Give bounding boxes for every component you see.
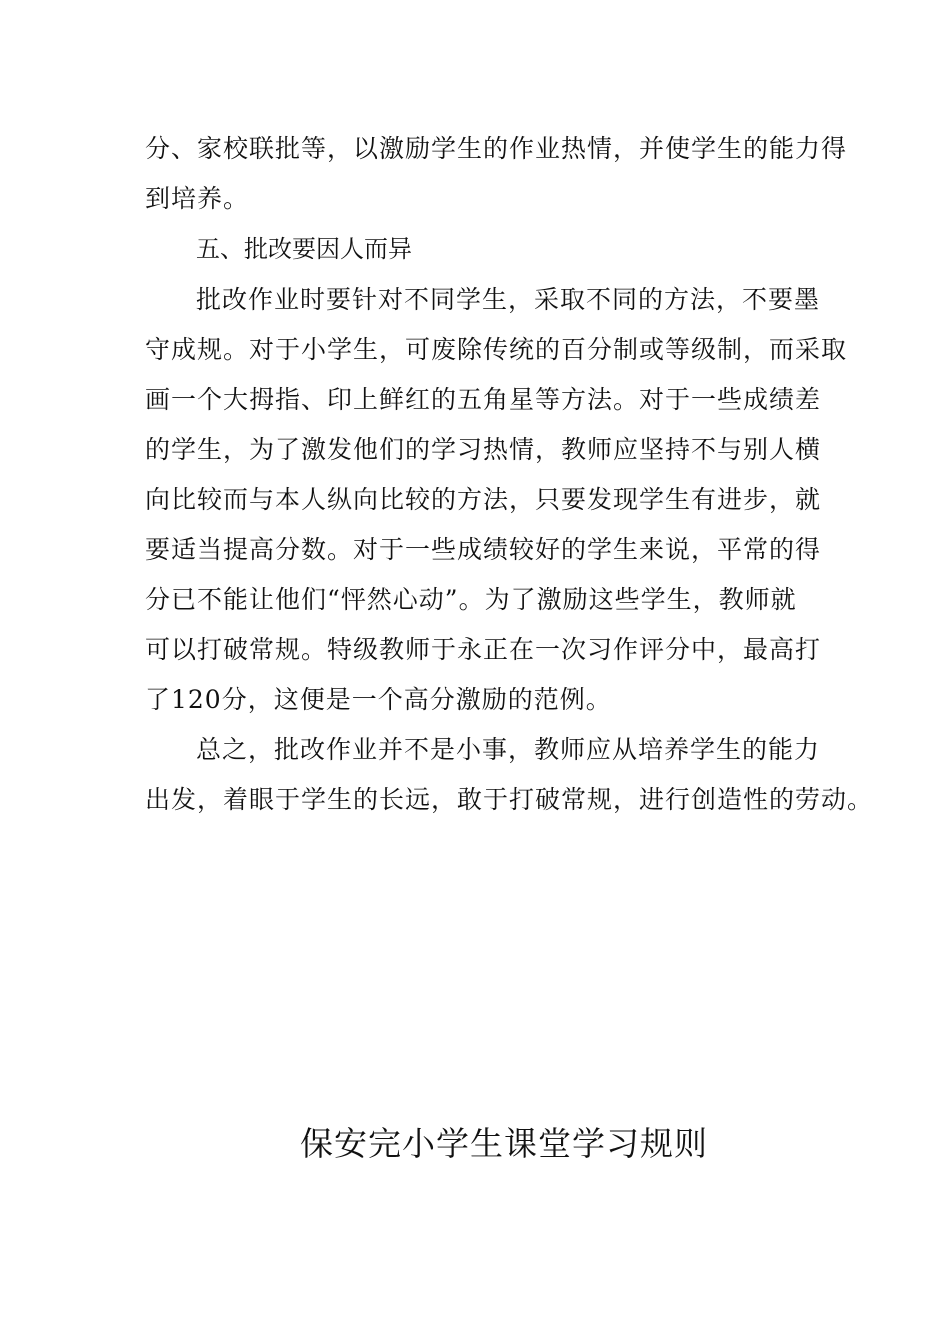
paragraph-line: 分、家校联批等，以激励学生的作业热情，并使学生的能力得 — [145, 134, 848, 163]
section-heading: 五、批改要因人而异 — [196, 235, 412, 263]
paragraph-line: 向比较而与本人纵向比较的方法，只要发现学生有进步，就 — [145, 485, 822, 514]
paragraph-line: 了120分，这便是一个高分激励的范例。 — [145, 685, 612, 714]
paragraph-line: 的学生，为了激发他们的学习热情，教师应坚持不与别人横 — [145, 435, 822, 464]
paragraph-line: 守成规。对于小学生，可废除传统的百分制或等级制，而采取 — [145, 335, 848, 364]
paragraph-line: 可以打破常规。特级教师于永正在一次习作评分中，最高打 — [145, 635, 822, 664]
paragraph-line: 画一个大拇指、印上鲜红的五角星等方法。对于一些成绩差 — [145, 385, 822, 414]
paragraph-line: 要适当提高分数。对于一些成绩较好的学生来说，平常的得 — [145, 535, 822, 564]
paragraph-line: 批改作业时要针对不同学生，采取不同的方法，不要墨 — [196, 285, 821, 314]
paragraph-line: 总之，批改作业并不是小事，教师应从培养学生的能力 — [196, 735, 821, 764]
paragraph-line: 分已不能让他们“怦然心动”。为了激励这些学生，教师就 — [145, 585, 797, 614]
document-title: 保安完小学生课堂学习规则 — [300, 1124, 708, 1163]
paragraph-line: 出发，着眼于学生的长远，敢于打破常规，进行创造性的劳动。 — [145, 785, 874, 814]
paragraph-line: 到培养。 — [145, 184, 250, 213]
